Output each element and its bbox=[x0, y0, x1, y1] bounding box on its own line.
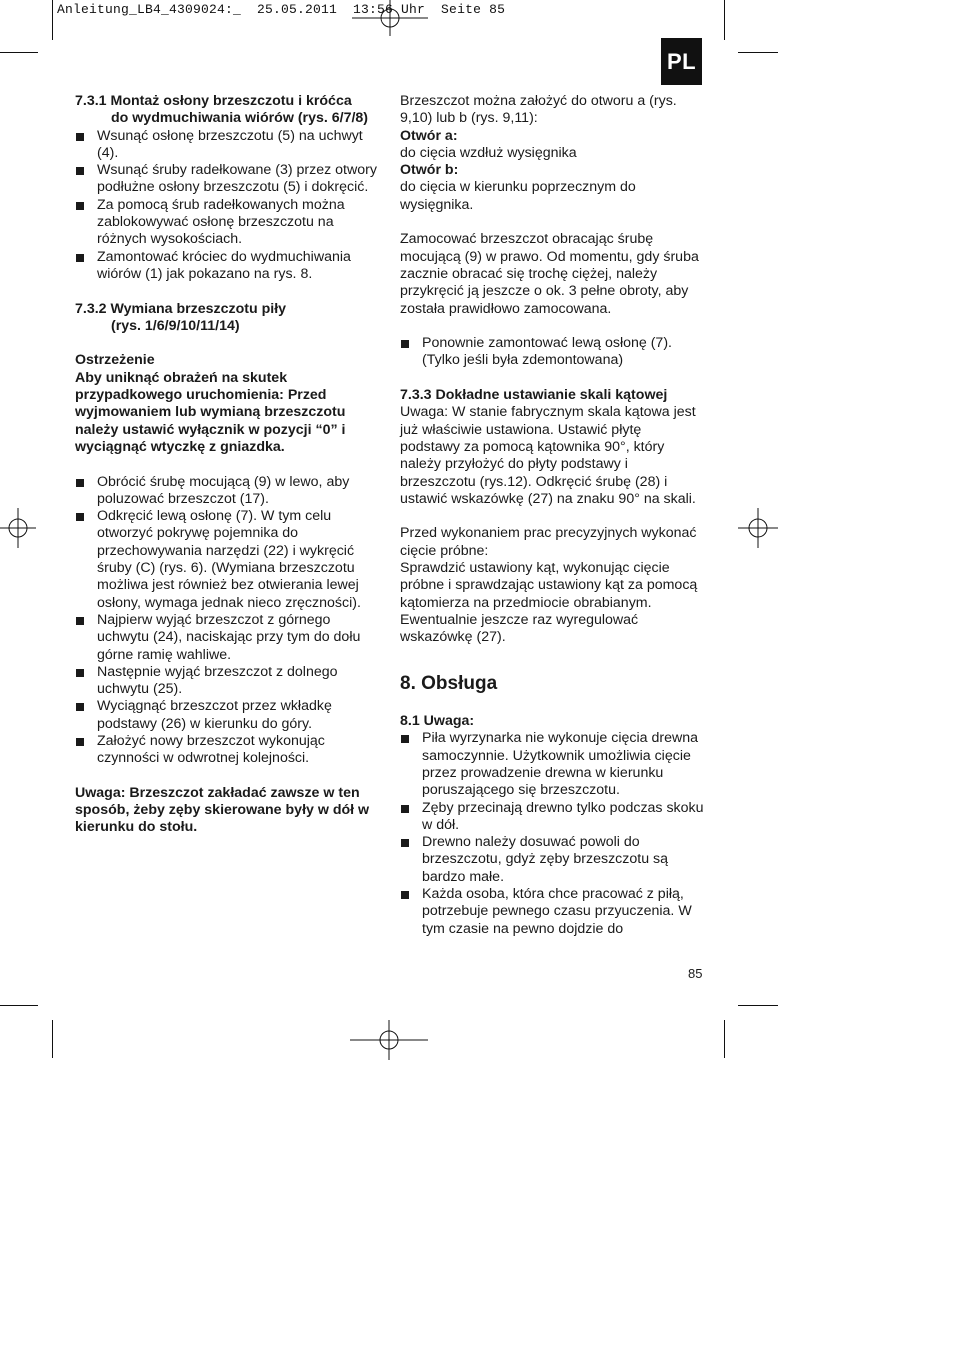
print-slug: Anleitung_LB4_4309024:_ 25.05.2011 13:56 Uhr Seite 85 bbox=[57, 2, 506, 17]
list-item: Założyć nowy brzeszczot wykonując czynności w odwrotnej kolejności. bbox=[75, 733, 380, 768]
list-item: Wyciągnąć brzeszczot przez wkładkę podstawy (26) w kierunku do góry. bbox=[75, 698, 380, 733]
hole-b-label: Otwór b: bbox=[400, 162, 459, 179]
bullet-list-7-3-2 bbox=[75, 474, 380, 768]
section-heading-8: 8. Obsługa bbox=[400, 672, 498, 694]
crop-mark bbox=[0, 52, 38, 53]
list-item: Piła wyrzynarka nie wykonuje cięcia drewna samoczynnie. Użytkownik umożliwia cięcie przez prowadzenie drewna w kierunku poruszającego się brzeszczotu. bbox=[400, 730, 705, 799]
crop-mark bbox=[724, 0, 725, 40]
section-heading-7-3-2: 7.3.2 Wymiana brzeszczotu piły bbox=[75, 300, 287, 317]
blade-holes-intro: Brzeszczot można założyć do otworu a (rys. 9,10) lub b (rys. 9,11): bbox=[400, 93, 677, 127]
warning-title: Ostrzeżenie bbox=[75, 352, 155, 369]
page-number: 85 bbox=[688, 966, 703, 981]
list-item: Wsunąć śruby radełkowane (3) przez otwory podłużne osłony brzeszczotu (5) i dokręcić. bbox=[75, 162, 380, 197]
list-item: Drewno należy dosuwać powoli do brzeszczotu, gdyż zęby brzeszczotu są bardzo małe. bbox=[400, 834, 705, 886]
list-item: Każda osoba, która chce pracować z piłą, potrzebuje pewnego czasu przyuczenia. W tym czasie na pewno dojdzie do bbox=[400, 886, 705, 938]
hole-a-text: do cięcia wzdłuż wysięgnika bbox=[400, 144, 577, 161]
registration-mark-icon bbox=[352, 0, 428, 36]
left-column bbox=[75, 93, 380, 837]
right-column bbox=[400, 93, 705, 938]
list-item: Następnie wyjąć brzeszczot z dolnego uchwytu (25). bbox=[75, 664, 380, 699]
hole-a-label: Otwór a: bbox=[400, 127, 458, 144]
test-cut-text: Przed wykonaniem prac precyzyjnych wykonać cięcie próbne: Sprawdzić ustawiony kąt, wykonując cięcie próbne i sprawdzając ustawiony kąt za pomocą kątomierza na przedmiocie obrabianym. Ewentualnie jeszcze raz wyregulować wskazówkę (27). bbox=[400, 525, 698, 646]
list-item: Najpierw wyjąć brzeszczot z górnego uchwytu (24), naciskając przy tym do dołu górne ramię wahliwe. bbox=[75, 612, 380, 664]
bullet-list-7-3-1 bbox=[75, 128, 380, 284]
section-heading-7-3-3: 7.3.3 Dokładne ustawianie skali kątowej bbox=[400, 387, 668, 404]
list-item: Obrócić śrubę mocującą (9) w lewo, aby poluzować brzeszczot (17). bbox=[75, 474, 380, 509]
crop-mark bbox=[738, 52, 778, 53]
section-heading-7-3-1-cont: do wydmuchiwania wiórów (rys. 6/7/8) bbox=[111, 110, 369, 127]
list-item: Zamontować króciec do wydmuchiwania wiórów (1) jak pokazano na rys. 8. bbox=[75, 249, 380, 284]
section-heading-8-1: 8.1 Uwaga: bbox=[400, 713, 475, 730]
section-heading-7-3-2-cont: (rys. 1/6/9/10/11/14) bbox=[111, 317, 240, 334]
crop-mark bbox=[0, 1005, 38, 1006]
registration-mark-icon bbox=[0, 508, 36, 548]
list-item: Wsunąć osłonę brzeszczotu (5) na uchwyt (4). bbox=[75, 128, 380, 163]
list-item: Zęby przecinają drewno tylko podczas skoku w dół. bbox=[400, 800, 705, 835]
section-heading-7-3-1: 7.3.1 Montaż osłony brzeszczotu i króćca bbox=[75, 93, 352, 109]
list-item: Ponownie zamontować lewą osłonę (7). (Tylko jeśli była zdemontowana) bbox=[400, 335, 705, 370]
registration-mark-icon bbox=[738, 508, 778, 548]
registration-mark-icon bbox=[350, 1020, 428, 1060]
bullet-list-8-1 bbox=[400, 730, 705, 938]
list-item: Odkręcić lewą osłonę (7). W tym celu otworzyć pokrywę pojemnika do przechowywania narzędzi (22) i wykręcić śruby (C) (rys. 6). (Wymiana brzeszczotu możliwa jest również bez otwierania lewej osłony, wymaga jednak nieco zręczności). bbox=[75, 508, 380, 612]
crop-mark bbox=[738, 1005, 778, 1006]
crop-mark bbox=[52, 0, 53, 40]
list-item: Za pomocą śrub radełkowanych można zablokowywać osłonę brzeszczotu na różnych wysokościach. bbox=[75, 197, 380, 249]
crop-mark bbox=[724, 1020, 725, 1058]
angle-scale-text: Uwaga: W stanie fabrycznym skala kątowa jest już właściwie ustawiona. Ustawić płytę podstawy za pomocą kątownika 90°, który należy przyłożyć do płyty podstawy i brzeszczotu (rys.12). Odkręcić śrubę (28) i ustawić wskazówkę (27) na znaku 90° na skali. bbox=[400, 404, 696, 507]
bullet-list-remount bbox=[400, 335, 705, 370]
hole-b-text: do cięcia w kierunku poprzecznym do wysięgnika. bbox=[400, 179, 636, 213]
language-badge: PL bbox=[661, 38, 702, 85]
fasten-blade-text: Zamocować brzeszczot obracając śrubę mocującą (9) w prawo. Od momentu, gdy śruba zacznie obracać się trochę ciężej, należy przykręcić ją jeszcze o ok. 3 pełne obroty, aby została prawidłowo zamocowana. bbox=[400, 231, 699, 317]
warning-text: Aby uniknąć obrażeń na skutek przypadkowego uruchomienia: Przed wyjmowaniem lub wymianą brzeszczotu należy ustawić wyłącznik w pozycji “0” i wyciągnąć wtyczkę z gniazdka. bbox=[75, 369, 346, 455]
crop-mark bbox=[52, 1020, 53, 1058]
blade-orientation-note: Uwaga: Brzeszczot zakładać zawsze w ten sposób, żeby zęby skierowane były w dół w kierunku do stołu. bbox=[75, 784, 370, 836]
